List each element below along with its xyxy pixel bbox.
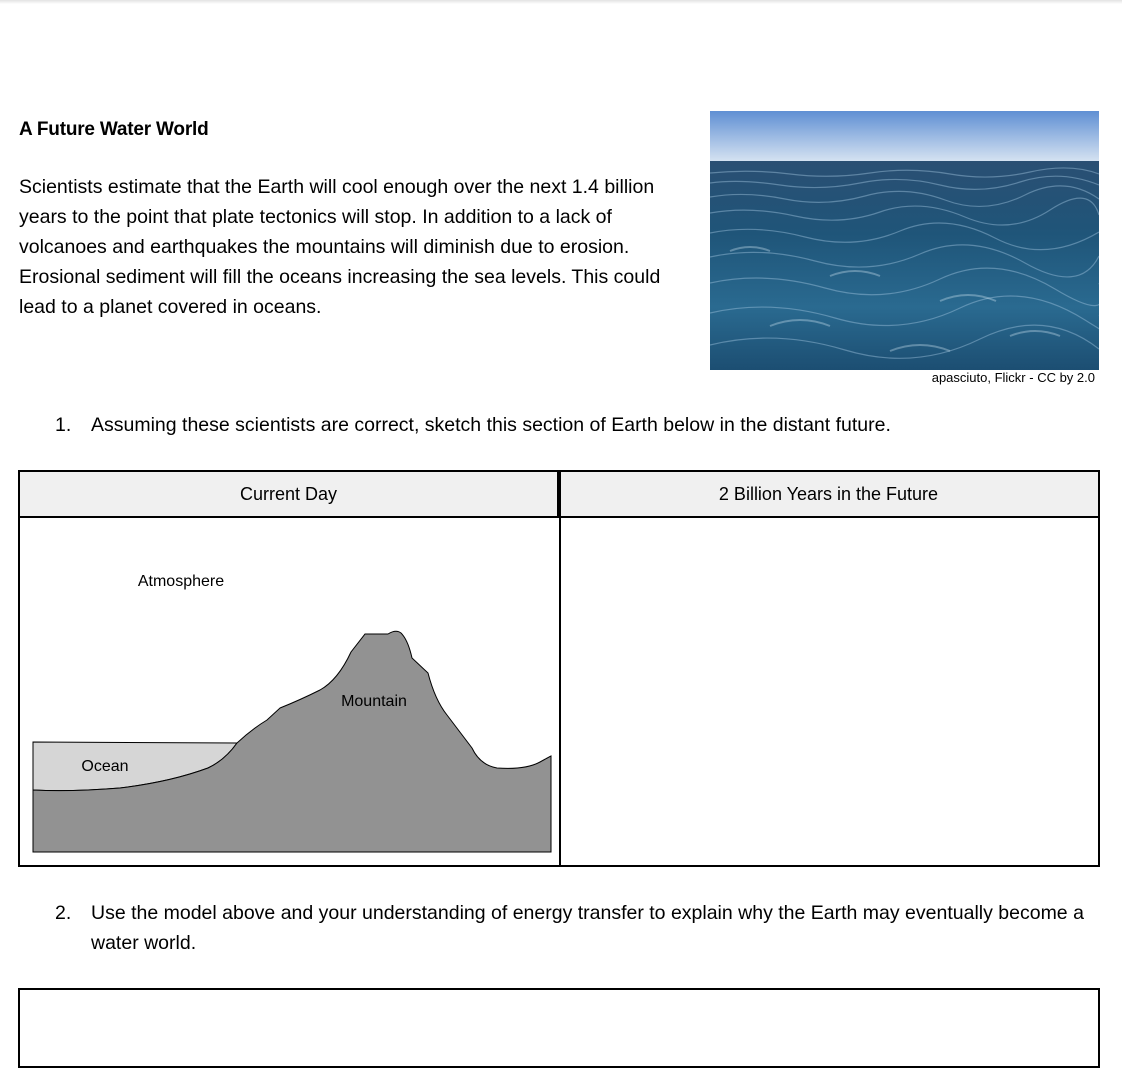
- question-number: 1.: [55, 414, 72, 436]
- mountain-label: Mountain: [341, 693, 407, 710]
- page-title: A Future Water World: [19, 119, 209, 140]
- land-mass: [33, 631, 551, 852]
- sketch-table: [18, 470, 1100, 867]
- future-sketch-area[interactable]: [561, 520, 1098, 865]
- photo-credit: apasciuto, Flickr - CC by 2.0: [931, 370, 1095, 385]
- top-edge-shadow: [0, 0, 1122, 4]
- header-current-day: Current Day: [20, 472, 559, 518]
- current-day-diagram: [20, 520, 559, 865]
- question-text: Use the model above and your understanding of energy transfer to explain why the Earth may eventually become a water world.: [91, 902, 1084, 954]
- header-future: 2 Billion Years in the Future: [559, 472, 1098, 518]
- question-1: [55, 410, 1105, 440]
- ocean-label: Ocean: [81, 758, 129, 775]
- question-2: [55, 898, 1105, 958]
- question-number: 2.: [55, 902, 72, 924]
- answer-box[interactable]: [18, 988, 1100, 1068]
- intro-paragraph: Scientists estimate that the Earth will cool enough over the next 1.4 billion years to the point that plate tectonics will stop. In addition to a lack of volcanoes and earthquakes the mountains will diminish due to erosion. Erosional sediment will fill the oceans increasing the sea levels. This could lead to a planet covered in oceans.: [19, 176, 661, 318]
- atmosphere-label: Atmosphere: [137, 573, 225, 590]
- ocean-photo: [710, 111, 1099, 370]
- question-text: Assuming these scientists are correct, sketch this section of Earth below in the distant future.: [91, 414, 891, 436]
